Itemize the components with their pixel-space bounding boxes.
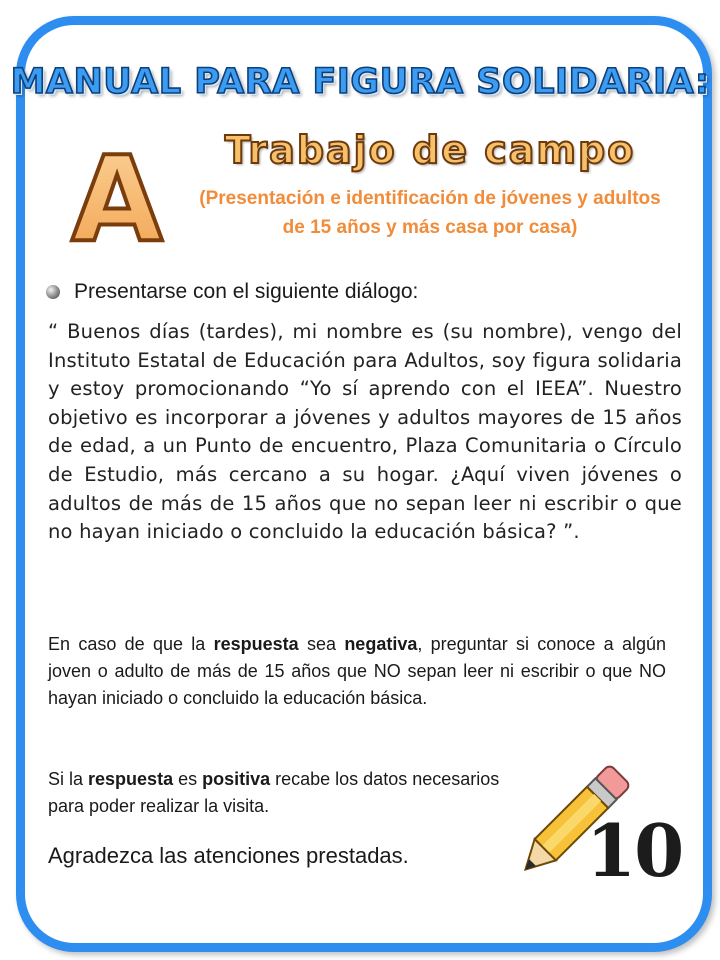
negative-response-paragraph [48,631,666,712]
text-run: sea [298,634,345,654]
section-title: Trabajo de campo [224,128,636,172]
bold-run: respuesta [213,634,299,654]
page-title: MANUAL PARA FIGURA SOLIDARIA: [10,62,710,102]
text-run: Si la [48,769,89,789]
sphere-bullet-icon [46,285,60,299]
positive-response-paragraph [48,766,538,820]
bold-run: negativa [344,634,418,654]
section-letter-text: A [71,140,163,250]
bold-run: respuesta [88,769,174,789]
section-letter-A [62,140,172,250]
text-run: es [173,769,203,789]
text-run: recabe los datos necesarios para poder realizar la visita. [48,769,500,816]
section-subtitle: (Presentación e identificación de jóvenes y adultos de 15 años y más casa por casa) [199,188,661,238]
bold-run: positiva [202,769,271,789]
dialogue-paragraph [48,318,682,547]
intro-line [46,280,418,304]
dialogue-text: “ Buenos días (tardes), mi nombre es (su nombre), vengo del Instituto Estatal de Educación para Adultos, soy figura solidaria y estoy promocionando “Yo sí aprendo con el IEEA”. Nuestro objetivo es incorporar a jóvenes y adultos mayores de 15 años de edad, a un Punto de encuentro, Plaza Comunitaria o Círculo de Estudio, más cercano a su hogar. ¿Aquí viven jóvenes o adultos de más de 15 años que no sepan leer ni escribir o que no hayan iniciado o concluido la educación básica? ”. [48,320,682,544]
closing-line: Agradezca las atenciones prestadas. [48,843,409,868]
text-run: En caso de que la [48,634,214,654]
intro-text: Presentarse con el siguiente diálogo: [74,280,419,303]
page-number: 10 [586,808,683,893]
text-run: , preguntar si conoce a algún joven o adulto de más de 15 años que NO sepan leer ni escribir o que NO hayan iniciado o concluido la educación básica. [48,634,667,708]
